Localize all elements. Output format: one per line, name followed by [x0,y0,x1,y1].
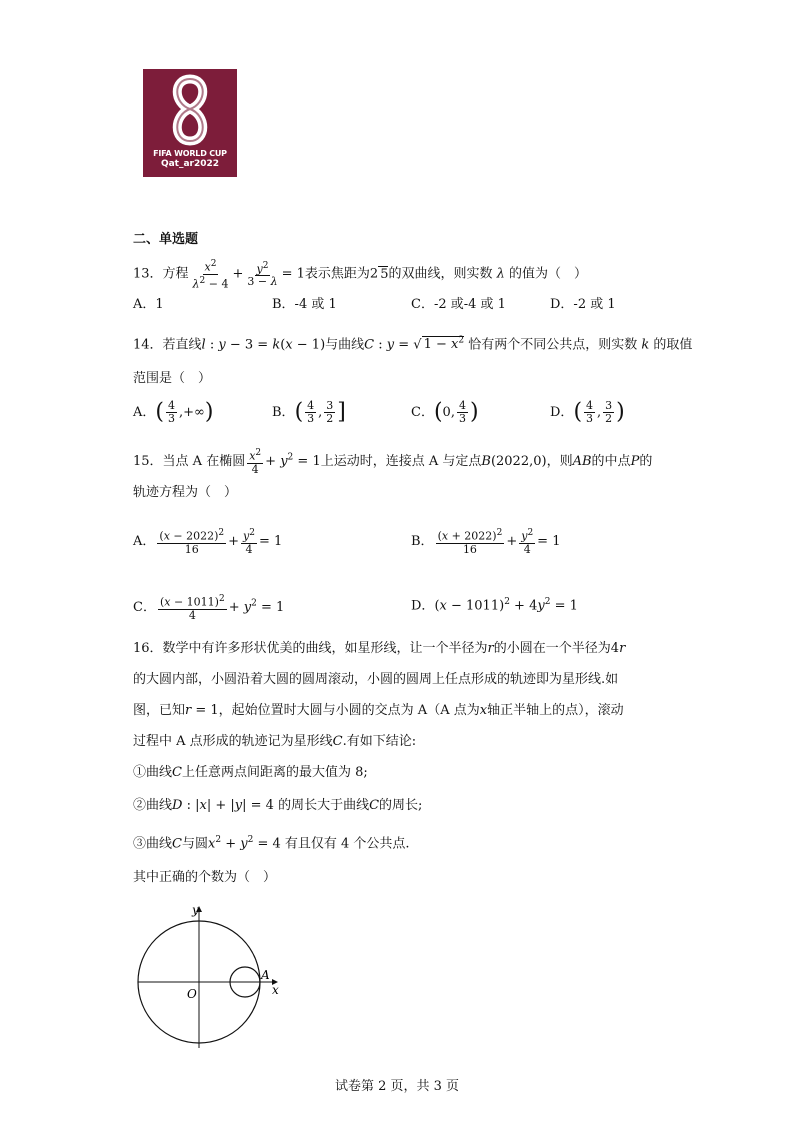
label-origin: O [187,987,197,1001]
q13-option-a: A．1 [133,297,164,312]
q15-option-a: A． $\frac{(x - 2022)^2}{16}$ + $\frac{y^2}{4}$ = 1 [133,528,283,556]
q16-conclusion-1: ①曲线C上任意两点间距离的最大值为 8; [133,765,368,780]
q15-line2: 轨迹方程为（ ） [133,485,238,500]
trophy-emblem-icon [143,69,237,149]
label-a: A [261,968,270,982]
q14-option-d: D．( $\frac{4}{3}$ , $\frac{3}{2}$ ) [550,399,625,425]
q14-option-a: A．( $\frac{4}{3}$ ,+∞) [133,399,214,425]
q16-line1: 16．数学中有许多形状优美的曲线，如星形线，让一个半径为r的小圆在一个半径为4r [133,641,626,656]
q13-frac1: $\frac{x^2}{\lambda^2 - 4}$ [192,259,229,291]
question-13: 13．方程 $\frac{x^2}{\lambda^2 - 4}$ + $\frac{y^2}{3 - \lambda}$ = 1表示焦距为2 5的双曲线，则实数 λ 的值为（ ） [133,259,588,291]
q13-option-b: B．-4 或 1 [272,297,337,312]
question-15: 15．当点 A 在椭圆 $\frac{x^2}{4}$ + $y^2 = 1$上运动时，连接点 A 与定点B(2022,0)，则AB的中点P的 [133,448,653,476]
q14-option-b: B．( $\frac{4}{3}$ , $\frac{3}{2}$ ] [272,399,346,425]
logo-line2: Qat_ar2022 [160,159,220,169]
question-14: 14．若直线l : y − 3 = k(x − 1)与曲线C : y = √ $1 - x^2$ 恰有两个不同公共点，则实数 k 的取值 [133,336,693,353]
q16-question: 其中正确的个数为（ ） [133,870,277,885]
q16-line4: 过程中 A 点形成的轨迹记为星形线C.有如下结论: [133,734,417,749]
fifa-world-cup-logo [143,69,237,177]
q13-frac2: $\frac{y^2}{3 - \lambda}$ [247,260,278,289]
astroid-figure [130,898,290,1058]
page-footer: 试卷第 2 页，共 3 页 [334,1079,460,1094]
logo-line1: FIFA WORLD CUP [153,149,227,158]
q16-line3: 图，已知r = 1，起始位置时大圆与小圆的交点为 A（A 点为x轴正半轴上的点），滚动 [133,703,624,718]
q16-conclusion-2: ②曲线D : |x| + |y| = 4 的周长大于曲线C的周长; [133,798,423,813]
q13-option-d: D．-2 或 1 [550,297,616,312]
q13-option-c: C．-2 或-4 或 1 [411,297,506,312]
q15-option-c: C． $\frac{(x - 1011)^2}{4}$ + $y^2 = 1$ [133,594,285,622]
label-y: y [192,903,199,917]
section-title: 二、单选题 [133,232,199,247]
q16-line2: 的大圆内部，小圆沿着大圆的圆周滚动，小圆的圆周上任点形成的轨迹即为星形线.如 [133,672,619,687]
q15-option-d: D．$(x - 1011)^2 + 4y^2 = 1$ [411,597,578,614]
q16-conclusion-3: ③曲线C与圆$x^2 + y^2 = 4$ 有且仅有 4 个公共点. [133,835,410,852]
q14-option-c: C．(0, $\frac{4}{3}$ ) [411,399,479,425]
q14-line2: 范围是（ ） [133,371,212,386]
q13-number: 13．方程 [133,266,189,282]
q15-option-b: B． $\frac{(x + 2022)^2}{16}$ + $\frac{y^2}{4}$ = 1 [411,528,561,556]
label-x: x [272,983,279,997]
